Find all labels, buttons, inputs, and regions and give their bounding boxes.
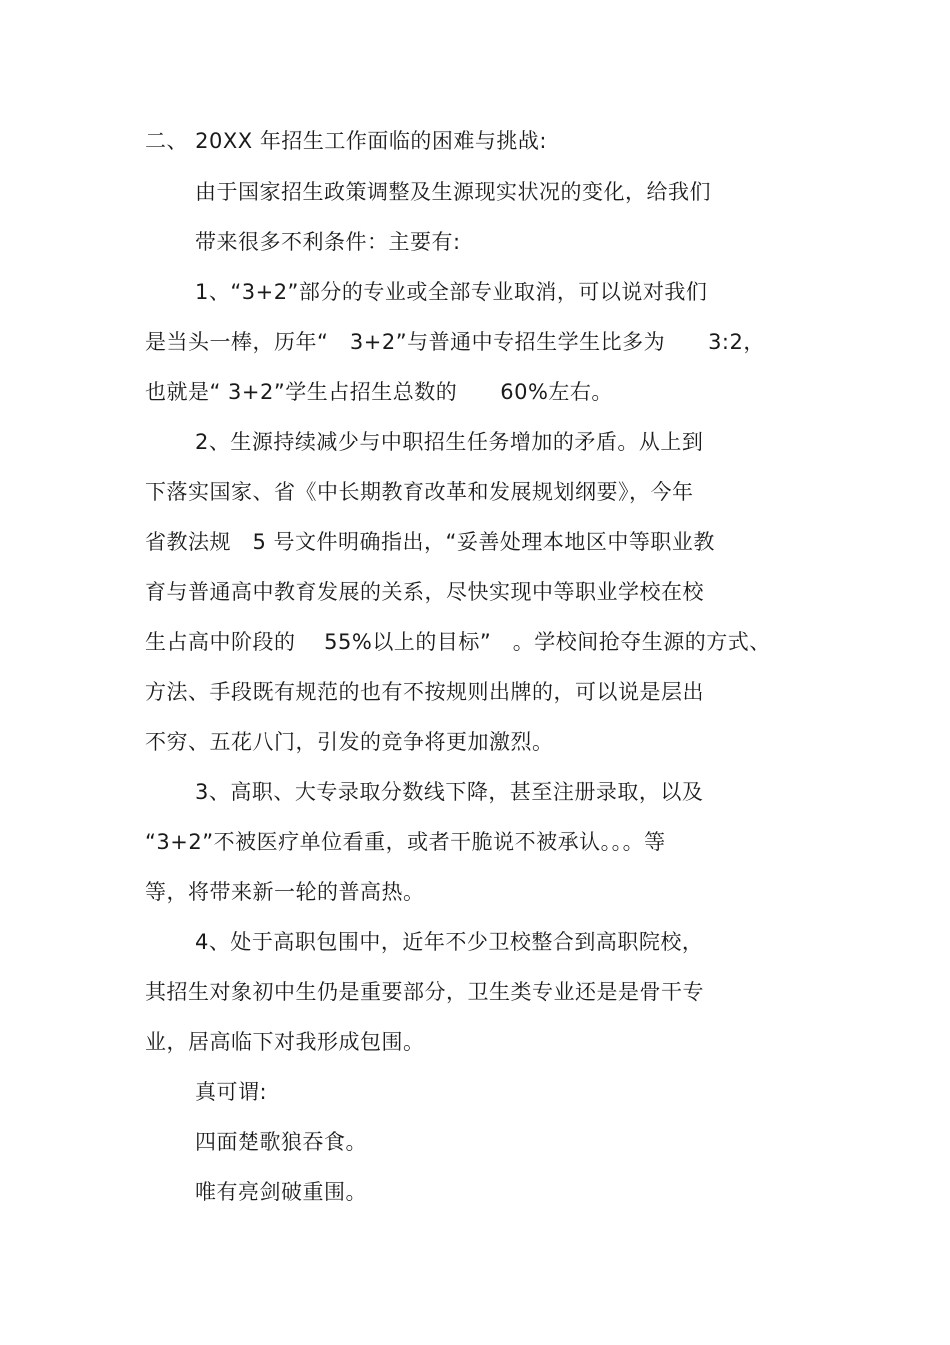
paragraph-line: 4、处于高职包围中，近年不少卫校整合到高职院校，	[195, 930, 704, 954]
verse-line: 唯有亮剑破重围。	[195, 1180, 367, 1204]
paragraph-line: 不穷、五花八门，引发的竞争将更加激烈。	[145, 730, 554, 754]
paragraph-line: 生占高中阶段的 55%以上的目标” 。学校间抢夺生源的方式、	[145, 630, 771, 654]
paragraph-line: 3、高职、大专录取分数线下降，甚至注册录取，以及	[195, 780, 704, 804]
section-heading: 二、 20XX 年招生工作面临的困难与挑战:	[145, 129, 547, 153]
paragraph-line: 育与普通高中教育发展的关系，尽快实现中等职业学校在校	[145, 580, 704, 604]
paragraph-line: 方法、手段既有规范的也有不按规则出牌的，可以说是层出	[145, 680, 704, 704]
paragraph-line: 真可谓:	[195, 1080, 268, 1104]
paragraph-line: 带来很多不利条件：主要有:	[195, 230, 461, 254]
paragraph-line: 2、生源持续减少与中职招生任务增加的矛盾。从上到	[195, 430, 704, 454]
paragraph-line: 下落实国家、省《中长期教育改革和发展规划纲要》，今年	[145, 480, 694, 504]
paragraph-line: “3+2”不被医疗单位看重，或者干脆说不被承认。。。等	[145, 830, 666, 854]
paragraph-line: 等，将带来新一轮的普高热。	[145, 880, 425, 904]
paragraph-line: 是当头一棒，历年“ 3+2”与普通中专招生学生比多为 3:2，	[145, 330, 765, 354]
paragraph-line: 1、“3+2”部分的专业或全部专业取消，可以说对我们	[195, 280, 708, 304]
verse-line: 四面楚歌狼吞食。	[195, 1130, 367, 1154]
paragraph-line: 省教法规 5 号文件明确指出，“妥善处理本地区中等职业教	[145, 530, 715, 554]
paragraph-line: 由于国家招生政策调整及生源现实状况的变化，给我们	[195, 180, 711, 204]
paragraph-line: 业，居高临下对我形成包围。	[145, 1030, 425, 1054]
paragraph-line: 也就是“ 3+2”学生占招生总数的 60%左右。	[145, 380, 613, 404]
paragraph-line: 其招生对象初中生仍是重要部分，卫生类专业还是是骨干专	[145, 980, 704, 1004]
